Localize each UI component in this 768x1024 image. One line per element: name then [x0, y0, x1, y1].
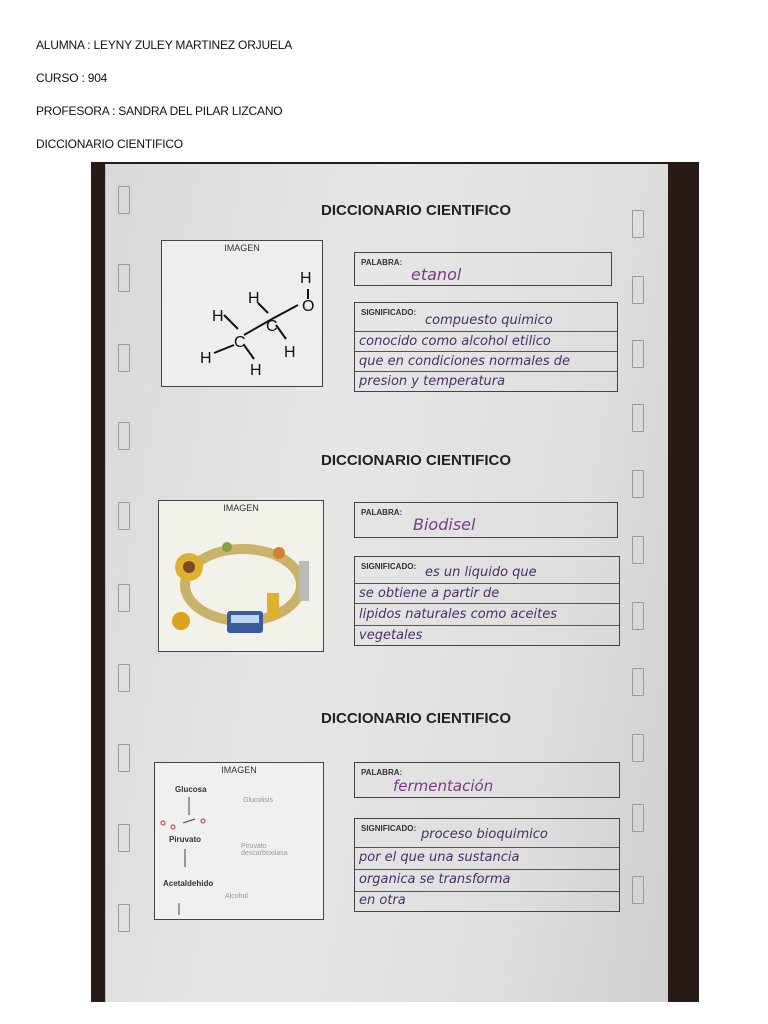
word-value-2: Biodisel — [413, 515, 476, 534]
image-label: IMAGEN — [221, 765, 257, 775]
word-label: PALABRA: — [361, 258, 403, 267]
ethanol-structure-icon — [162, 241, 322, 386]
meaning-label: SIGNIFICADO: — [361, 562, 417, 571]
glucose-label: Glucosa — [175, 785, 207, 794]
student-name: ALUMNA : LEYNY ZULEY MARTINEZ ORJUELA — [36, 38, 293, 52]
atom-o: O — [302, 298, 315, 315]
word-label: PALABRA: — [361, 768, 403, 777]
image-box-3 — [154, 762, 324, 920]
image-label: IMAGEN — [223, 503, 259, 513]
meaning-box-1 — [354, 302, 618, 392]
meaning-line: compuesto quimico — [425, 313, 553, 328]
image-box-2 — [158, 500, 324, 652]
meaning-line: se obtiene a partir de — [359, 586, 500, 601]
atom-c: C — [266, 318, 278, 335]
worksheet-photo — [91, 162, 699, 1002]
word-value-1: etanol — [411, 265, 462, 284]
left-tractor-strip — [114, 164, 136, 1002]
meaning-line: por el que una sustancia — [359, 850, 520, 865]
word-box-2 — [354, 502, 618, 538]
atom-h: H — [200, 350, 212, 367]
meaning-line: es un liquido que — [425, 565, 537, 580]
meaning-line: que en condiciones normales de — [359, 354, 570, 369]
pyruvate-label: Piruvato — [169, 835, 202, 844]
meaning-line: vegetales — [359, 628, 423, 643]
meaning-box-3 — [354, 818, 620, 912]
meaning-line: presion y temperatura — [359, 374, 506, 389]
meaning-line: proceso bioquimico — [421, 827, 548, 842]
atom-c: C — [234, 334, 246, 351]
image-label: IMAGEN — [224, 243, 260, 253]
acetaldehyde-label: Acetaldehido — [163, 879, 214, 888]
alcohol-label: Alcohol — [225, 893, 248, 900]
glycolysis-label: Glucolisis — [243, 797, 273, 804]
meaning-line: organica se transforma — [359, 872, 511, 887]
atom-h: H — [250, 362, 262, 379]
atom-h: H — [212, 308, 224, 325]
section-title-2: DICCIONARIO CIENTIFICO — [321, 452, 511, 469]
right-tractor-strip — [628, 164, 650, 1002]
biodiesel-cycle-icon — [159, 501, 323, 651]
word-value-3: fermentación — [393, 777, 494, 795]
meaning-line: lipidos naturales como aceites — [359, 607, 558, 622]
atom-h: H — [248, 290, 260, 307]
word-box-1 — [354, 252, 612, 286]
worksheet-paper — [105, 164, 668, 1002]
meaning-box-2 — [354, 556, 620, 646]
meaning-label: SIGNIFICADO: — [361, 308, 417, 317]
atom-h: H — [300, 270, 312, 287]
word-box-3 — [354, 762, 620, 798]
meaning-line: conocido como alcohol etilico — [359, 334, 551, 349]
document-title: DICCIONARIO CIENTIFICO — [36, 137, 183, 151]
course: CURSO : 904 — [36, 71, 108, 85]
atom-h: H — [284, 344, 296, 361]
section-title-3: DICCIONARIO CIENTIFICO — [321, 710, 511, 727]
teacher-name: PROFESORA : SANDRA DEL PILAR LIZCANO — [36, 104, 283, 118]
meaning-line: en otra — [359, 893, 406, 908]
pyruvate-decarboxylase-label: Piruvato descarboxilasa — [241, 843, 288, 857]
word-label: PALABRA: — [361, 508, 403, 517]
image-box-1 — [161, 240, 323, 387]
section-title-1: DICCIONARIO CIENTIFICO — [321, 202, 511, 219]
meaning-label: SIGNIFICADO: — [361, 824, 417, 833]
fermentation-pathway-icon — [155, 763, 323, 919]
